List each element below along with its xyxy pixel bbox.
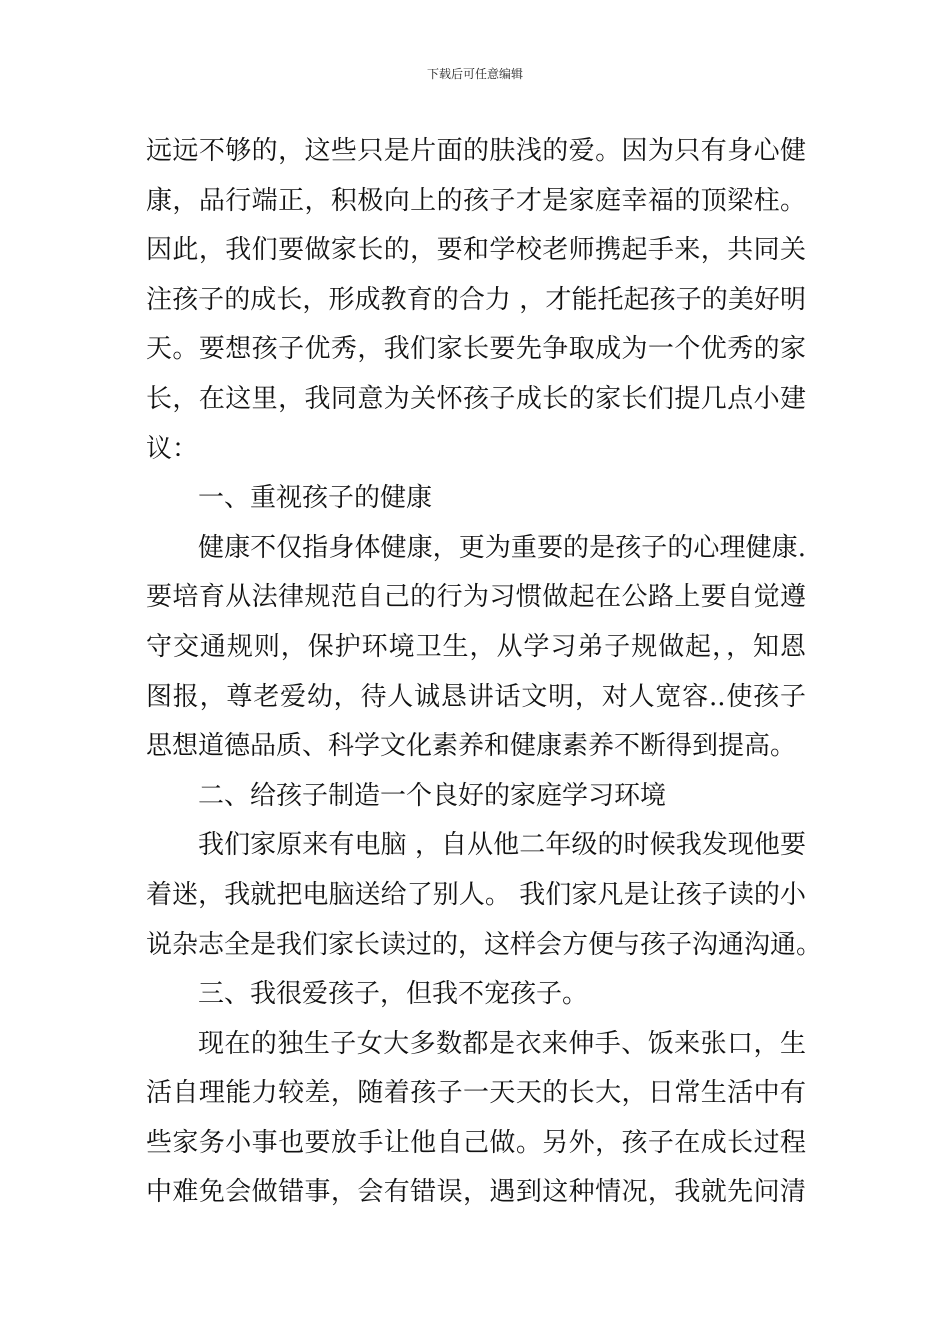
text-line: 康，品行端正，积极向上的孩子才是家庭幸福的顶梁柱。 (146, 185, 806, 216)
text-line: 要培育从法律规范自己的行为习惯做起在公路上要自觉遵 (146, 582, 806, 613)
text-line: 议： (146, 433, 199, 464)
text-line: 活自理能力较差，随着孩子一天天的长大，日常生活中有 (146, 1078, 806, 1109)
text-line: 我们家原来有电脑 ，自从他二年级的时候我发现他要 (198, 830, 806, 861)
text-line: 些家务小事也要放手让他自己做。另外，孩子在成长过程 (146, 1127, 806, 1158)
text-line: 着迷，我就把电脑送给了别人。 我们家凡是让孩子读的小 (146, 879, 806, 910)
text-line: 守交通规则，保护环境卫生，从学习弟子规做起，，知恩 (146, 631, 806, 662)
text-line: 说杂志全是我们家长读过的，这样会方便与孩子沟通沟通。 (146, 929, 823, 960)
text-line: 远远不够的，这些只是片面的肤浅的爱。因为只有身心健 (146, 136, 806, 166)
section-heading: 三、我很爱孩子，但我不宠孩子。 (198, 979, 589, 1010)
text-line: 健康不仅指身体健康，更为重要的是孩子的心理健康. (198, 532, 806, 563)
text-line: 天。要想孩子优秀，我们家长要先争取成为一个优秀的家 (146, 334, 806, 365)
text-line: 思想道德品质、科学文化素养和健康素养不断得到提高。 (146, 731, 797, 762)
text-line: 长，在这里，我同意为关怀孩子成长的家长们提几点小建 (146, 383, 806, 414)
section-heading: 一、重视孩子的健康 (198, 483, 433, 514)
text-line: 中难免会做错事，会有错误，遇到这种情况，我就先问清 (146, 1177, 806, 1208)
page-header: 下载后可任意编辑 (426, 67, 523, 81)
text-line: 因此，我们要做家长的，要和学校老师携起手来，共同关 (146, 235, 806, 266)
text-line: 现在的独生子女大多数都是衣来伸手、饭来张口，生 (198, 1028, 806, 1059)
text-line: 注孩子的成长，形成教育的合力 ，才能托起孩子的美好明 (146, 284, 806, 315)
document-body (146, 127, 823, 1218)
section-heading: 二、给孩子制造一个良好的家庭学习环境 (198, 780, 667, 811)
text-line: 图报，尊老爱幼，待人诚恳讲话文明，对人宽容..使孩子 (146, 681, 806, 712)
